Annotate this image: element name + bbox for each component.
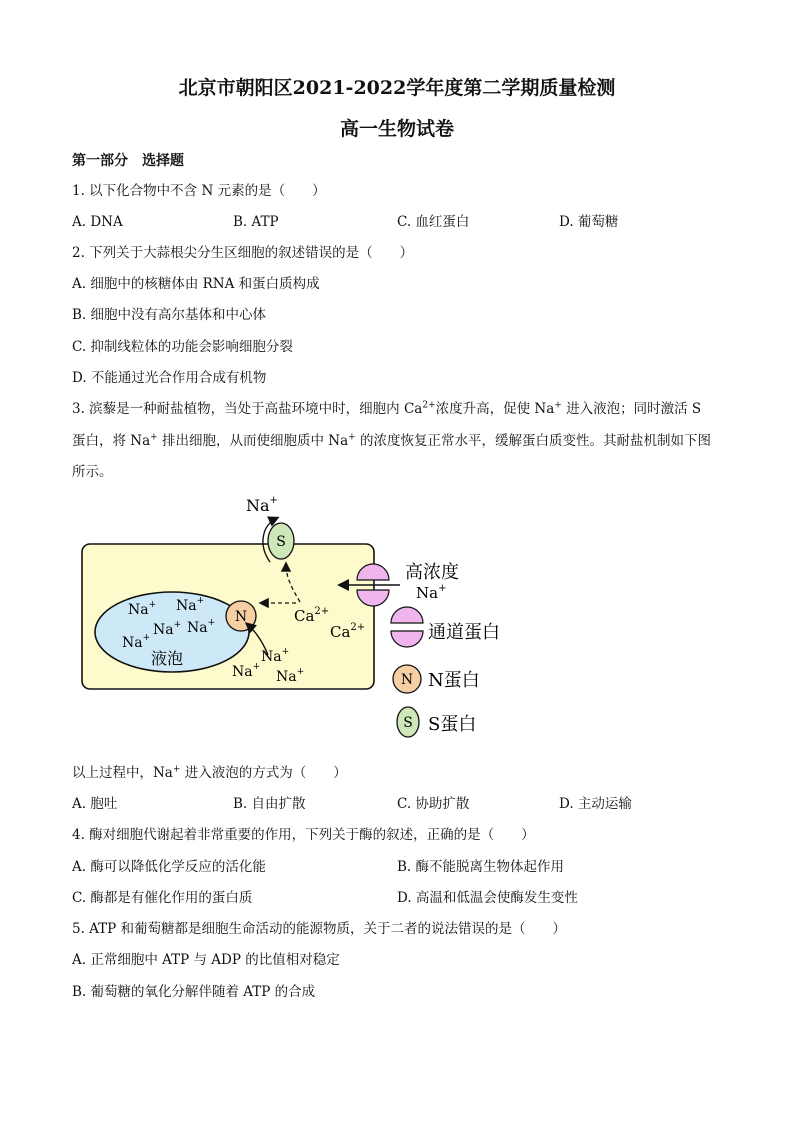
- vacuole-na-2: Na+: [176, 596, 205, 614]
- question-4-option-b: B. 酶不能脱离生物体起作用: [397, 859, 565, 875]
- question-1-stem: 1. 以下化合物中不含 N 元素的是（ ）: [72, 183, 326, 199]
- na-top-label: Na+: [246, 495, 278, 515]
- question-4-option-c: C. 酶都是有催化作用的蛋白质: [72, 890, 253, 906]
- question-5-option-b: B. 葡萄糖的氧化分解伴随着 ATP 的合成: [72, 984, 316, 1000]
- cyto-na-3: Na+: [276, 667, 305, 685]
- legend-channel-icon: [391, 607, 423, 647]
- ca-inner-label: $Ca^{2+}$: [294, 606, 330, 625]
- question-3-stem-line-1: 3. 滨藜是一种耐盐植物，当处于高盐环境中时，细胞内 $Ca^{2+}$浓度升高，促使 Na+ 进入液泡；同时激活 S: [72, 400, 702, 417]
- question-2-stem: 2. 下列关于大蒜根尖分生区细胞的叙述错误的是（ ）: [72, 245, 414, 261]
- legend-s-label: S蛋白: [428, 714, 477, 735]
- question-4-option-d: D. 高温和低温会使酶发生变性: [397, 890, 578, 906]
- question-3-option-b: B. 自由扩散: [233, 796, 306, 812]
- question-3-option-d: D. 主动运输: [559, 796, 632, 812]
- question-3-stem-line-2: 蛋白，将 Na+ 排出细胞，从而使细胞质中 Na+ 的浓度恢复正常水平，缓解蛋白质变性。其耐盐机制如下图: [72, 432, 711, 449]
- section-heading: 第一部分 选择题: [72, 153, 184, 169]
- high-concentration-na: Na+: [416, 583, 447, 602]
- n-protein-label: N: [234, 609, 248, 625]
- vacuole-na-3: Na+: [153, 620, 182, 638]
- legend-n-label: N蛋白: [428, 670, 480, 691]
- cyto-na-2: Na+: [232, 662, 261, 680]
- vacuole-na-4: Na+: [187, 618, 216, 636]
- question-3-stem-line-3: 所示。: [72, 464, 113, 480]
- question-5-option-a: A. 正常细胞中 ATP 与 ADP 的比值相对稳定: [72, 952, 340, 968]
- page-title: 北京市朝阳区2021-2022学年度第二学期质量检测: [178, 77, 616, 99]
- question-1-option-d: D. 葡萄糖: [559, 214, 619, 230]
- legend-s-letter: S: [403, 715, 413, 731]
- cyto-na-1: Na+: [261, 647, 290, 665]
- page-subtitle: 高一生物试卷: [339, 118, 454, 140]
- question-1-option-c: C. 血红蛋白: [397, 214, 470, 230]
- question-4-option-a: A. 酶可以降低化学反应的活化能: [72, 859, 266, 875]
- question-2-option-a: A. 细胞中的核糖体由 RNA 和蛋白质构成: [72, 276, 320, 292]
- vacuole-label: 液泡: [151, 649, 184, 668]
- question-1-option-b: B. ATP: [233, 214, 279, 230]
- question-2-option-c: C. 抑制线粒体的功能会影响细胞分裂: [72, 339, 293, 355]
- s-protein-label: S: [276, 534, 286, 550]
- question-3-option-c: C. 协助扩散: [397, 796, 470, 812]
- vacuole-na-5: Na+: [122, 633, 151, 651]
- question-2-option-d: D. 不能通过光合作用合成有机物: [72, 370, 267, 386]
- high-concentration-label: 高浓度: [405, 562, 459, 583]
- legend-channel-label: 通道蛋白: [428, 622, 500, 643]
- question-2-option-b: B. 细胞中没有高尔基体和中心体: [72, 307, 267, 323]
- vacuole-na-1: Na+: [128, 600, 157, 618]
- question-3-option-a: A. 胞吐: [72, 796, 118, 812]
- question-4-stem: 4. 酶对细胞代谢起着非常重要的作用，下列关于酶的叙述，正确的是（ ）: [72, 827, 535, 843]
- ca-outer-label: $Ca^{2+}$: [330, 622, 366, 641]
- question-1-option-a: A. DNA: [72, 214, 123, 230]
- question-5-stem: 5. ATP 和葡萄糖都是细胞生命活动的能源物质，关于二者的说法错误的是（ ）: [72, 921, 567, 937]
- legend-n-letter: N: [400, 672, 414, 688]
- question-3-prompt: 以上过程中，Na+ 进入液泡的方式为（ ）: [72, 764, 347, 781]
